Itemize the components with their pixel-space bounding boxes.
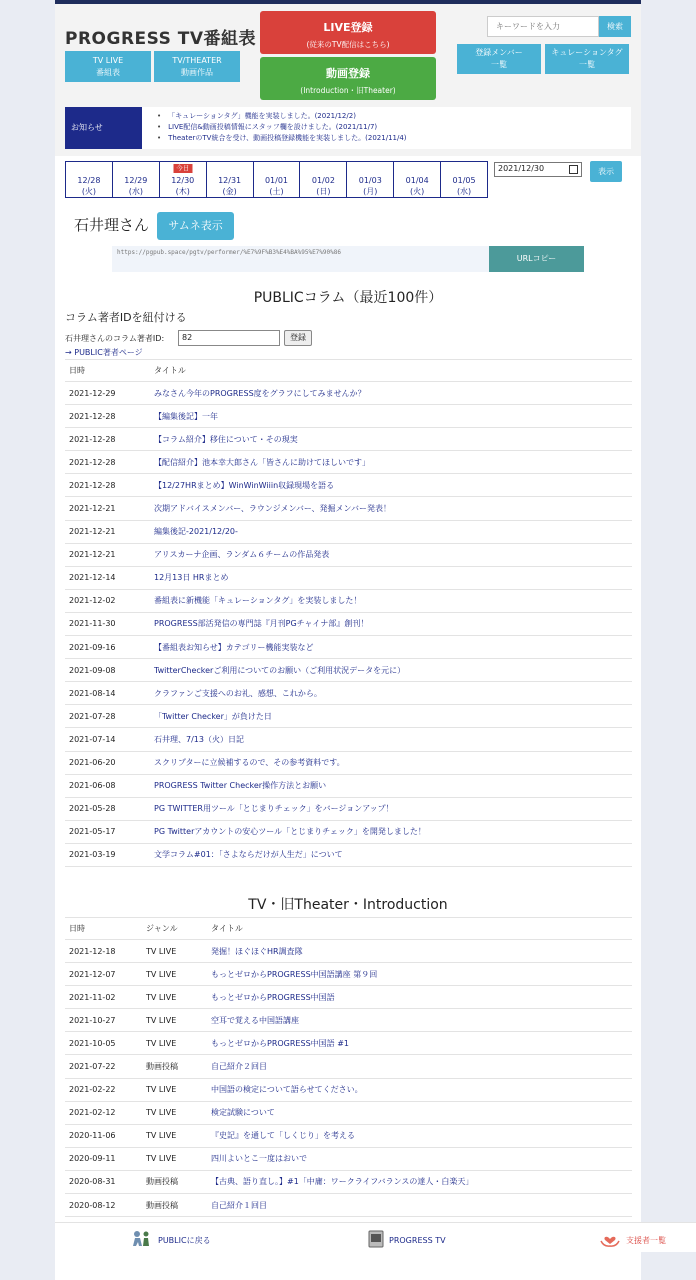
date-picker[interactable]: [494, 162, 582, 177]
button-label: 一覧: [579, 60, 595, 69]
table-row: [65, 566, 632, 589]
row-title-link[interactable]: 四川よいとこ一度はおいで: [207, 1147, 632, 1170]
nav-label: TV/THEATER: [172, 56, 222, 65]
row-date: 2021-09-16: [65, 636, 150, 659]
table-row: [65, 728, 632, 751]
col-title-header: タイトル: [207, 918, 632, 940]
table-row: [65, 474, 632, 497]
row-title-link[interactable]: 【12/27HRまとめ】WinWinWiiin収録現場を語る: [150, 474, 632, 497]
nav-tv-live-schedule[interactable]: [65, 51, 151, 82]
thumbnail-button[interactable]: サムネ表示: [157, 212, 234, 240]
today-badge: 今日: [173, 164, 192, 173]
table-row: [65, 612, 632, 635]
row-date: 2021-02-22: [65, 1078, 142, 1101]
table-row: [65, 1170, 632, 1193]
day-label: (水): [456, 187, 472, 196]
row-genre: 動画投稿: [142, 1055, 207, 1078]
row-title-link[interactable]: もっとゼロからPROGRESS中国語講座 第９回: [207, 963, 632, 986]
row-genre: TV LIVE: [142, 940, 207, 963]
table-row: [65, 1194, 632, 1217]
search-input[interactable]: [487, 16, 599, 37]
row-genre: TV LIVE: [142, 1101, 207, 1124]
date-label: 12/29: [124, 176, 148, 185]
nav-label: 動画作品: [181, 68, 213, 77]
date-tab[interactable]: [347, 162, 394, 197]
date-tab-today[interactable]: [160, 162, 207, 197]
walking-person-icon: [131, 1230, 153, 1250]
col-genre-header: ジャンル: [142, 918, 207, 940]
date-tab[interactable]: [441, 162, 487, 197]
table-row: [65, 589, 632, 612]
nav-label: PUBLICに戻る: [158, 1235, 211, 1245]
author-id-input[interactable]: 82: [178, 330, 280, 346]
table-row: [65, 497, 632, 520]
row-title-link[interactable]: クラファンご支援へのお礼、感想、これから。: [150, 682, 632, 705]
row-date: 2021-12-28: [65, 451, 150, 474]
row-date: 2021-07-28: [65, 705, 150, 728]
row-date: 2021-12-28: [65, 405, 150, 428]
button-label: 登録メンバー: [475, 48, 523, 57]
date-tab[interactable]: [254, 162, 301, 197]
row-genre: 動画投稿: [142, 1170, 207, 1193]
nav-label: 支援者一覧: [626, 1235, 666, 1245]
table-row: [65, 986, 632, 1009]
row-date: 2021-12-02: [65, 589, 150, 612]
row-date: 2021-06-08: [65, 774, 150, 797]
url-copy-button[interactable]: URLコピー: [489, 246, 584, 272]
table-row: [65, 428, 632, 451]
button-sublabel: (従来のTV配信はこちら): [306, 40, 390, 49]
row-date: 2021-09-08: [65, 659, 150, 682]
table-row: [65, 1101, 632, 1124]
row-date: 2021-12-21: [65, 543, 150, 566]
row-title-link[interactable]: 【配信紹介】池本幸大郎さん「皆さんに助けてほしいです」: [150, 451, 632, 474]
supporters-link[interactable]: [599, 1230, 666, 1250]
table-row: [65, 636, 632, 659]
row-date: 2021-05-17: [65, 820, 150, 843]
row-title-link[interactable]: アリスカーナ企画、ランダム６チームの作品発表: [150, 543, 632, 566]
row-title-link[interactable]: TwitterCheckerご利用についてのお願い（ご利用状況データを元に）: [150, 659, 632, 682]
nav-label: 番組表: [96, 68, 120, 77]
notice-item[interactable]: • LIVE配信&動画投稿情報にスタッフ欄を設けました。(2021/11/7): [157, 122, 407, 133]
date-label: 01/04: [405, 176, 429, 185]
col-date-header: 日時: [65, 918, 142, 940]
button-label: キュレーションタグ: [551, 48, 623, 57]
table-row: [65, 520, 632, 543]
bottom-nav: [55, 1222, 696, 1252]
row-date: 2021-10-05: [65, 1032, 142, 1055]
button-label: 動画登録: [326, 67, 370, 80]
row-date: 2021-12-21: [65, 520, 150, 543]
date-label: 12/31: [218, 176, 242, 185]
row-title-link[interactable]: PG Twitterアカウントの安心ツール「とじまりチェック」を開発しました！: [150, 820, 632, 843]
row-date: 2020-08-12: [65, 1194, 142, 1217]
row-date: 2021-11-02: [65, 986, 142, 1009]
row-title-link[interactable]: もっとゼロからPROGRESS中国語 #1: [207, 1032, 632, 1055]
row-title-link[interactable]: 『史記』を通して「しくじり」を考える: [207, 1124, 632, 1147]
notice-item[interactable]: • 「キュレーションタグ」機能を実装しました。(2021/12/2): [157, 111, 407, 122]
date-tab[interactable]: [207, 162, 254, 197]
table-row: [65, 382, 632, 405]
row-title-link[interactable]: 自己紹介２回目: [207, 1055, 632, 1078]
header: [55, 4, 641, 156]
col-date-header: 日時: [65, 360, 150, 382]
row-genre: TV LIVE: [142, 986, 207, 1009]
row-title-link[interactable]: もっとゼロからPROGRESS中国語: [207, 986, 632, 1009]
date-label: 01/05: [452, 176, 476, 185]
notice-label: お知らせ: [65, 107, 142, 149]
row-date: 2021-12-29: [65, 382, 150, 405]
day-label: (火): [410, 187, 425, 196]
day-label: (土): [269, 187, 284, 196]
row-genre: TV LIVE: [142, 963, 207, 986]
table-row: [65, 1078, 632, 1101]
row-genre: TV LIVE: [142, 1078, 207, 1101]
row-title-link[interactable]: 文学コラム#01：「さよならだけが人生だ」について: [150, 843, 632, 866]
search-button[interactable]: 検索: [599, 16, 631, 37]
row-title-link[interactable]: 石井理、7/13（火）日記: [150, 728, 632, 751]
show-button[interactable]: 表示: [590, 161, 622, 182]
calendar-icon[interactable]: [569, 165, 578, 174]
row-title-link[interactable]: 【編集後記】一年: [150, 405, 632, 428]
row-date: 2021-12-28: [65, 474, 150, 497]
row-date: 2021-10-27: [65, 1009, 142, 1032]
tv-icon: [368, 1230, 384, 1250]
table-row: [65, 705, 632, 728]
row-date: 2021-12-14: [65, 566, 150, 589]
row-title-link[interactable]: PROGRESS Twitter Checker操作方法とお願い: [150, 774, 632, 797]
day-label: (日): [316, 187, 331, 196]
bind-heading: コラム著者IDを紐付ける: [65, 311, 187, 324]
row-date: 2021-02-12: [65, 1101, 142, 1124]
curation-tags-button[interactable]: [545, 44, 629, 74]
row-title-link[interactable]: PG TWITTER用ツール「とじまりチェック」をバージョンアップ！: [150, 797, 632, 820]
row-title-link[interactable]: 【古典、語り直し。】#1「中庸：ワークライフバランスの達人・白楽天」: [207, 1170, 632, 1193]
table-row: [65, 451, 632, 474]
tv-section-title: TV・旧Theater・Introduction: [248, 897, 448, 913]
row-date: 2021-12-28: [65, 428, 150, 451]
table-row: [65, 774, 632, 797]
row-date: 2021-12-07: [65, 963, 142, 986]
table-header-row: [65, 918, 632, 940]
row-date: 2021-06-20: [65, 751, 150, 774]
day-label: (月): [363, 187, 378, 196]
row-title-link[interactable]: 【コラム紹介】移住について・その現実: [150, 428, 632, 451]
heart-hands-icon: [599, 1230, 621, 1250]
button-label: LIVE登録: [323, 21, 373, 34]
row-date: 2021-11-30: [65, 612, 150, 635]
row-title-link[interactable]: 【番組表お知らせ】カテゴリー機能実装など: [150, 636, 632, 659]
day-label: (水): [128, 187, 143, 196]
table-row: [65, 797, 632, 820]
register-button[interactable]: 登録: [284, 330, 312, 346]
row-date: 2021-05-28: [65, 797, 150, 820]
table-row: [65, 682, 632, 705]
date-label: 01/01: [264, 176, 289, 185]
date-picker-value: 2021/12/30: [498, 164, 545, 173]
table-row: [65, 1009, 632, 1032]
row-date: 2021-07-22: [65, 1055, 142, 1078]
col-title-header: タイトル: [150, 360, 632, 382]
row-title-link[interactable]: PROGRESS部活発信の専門誌『月刊PGチャイナ部』創刊！: [150, 612, 632, 635]
nav-label: TV LIVE: [92, 56, 124, 65]
day-label: (火): [81, 187, 97, 196]
row-date: 2021-03-19: [65, 843, 150, 866]
row-title-link[interactable]: 「Twitter Checker」が負けた日: [150, 705, 632, 728]
table-row: [65, 940, 632, 963]
table-row: [65, 1124, 632, 1147]
row-title-link[interactable]: 12月13日 HRまとめ: [150, 566, 632, 589]
row-date: 2020-11-06: [65, 1124, 142, 1147]
row-title-link[interactable]: スクリプターに立候補するので、その参考資料です。: [150, 751, 632, 774]
row-title-link[interactable]: 次期アドバイスメンバー、ラウンジメンバー、発掘メンバー発表！: [150, 497, 632, 520]
date-label: 12/28: [77, 176, 101, 185]
row-date: 2021-08-14: [65, 682, 150, 705]
row-date: 2020-08-31: [65, 1170, 142, 1193]
row-date: 2021-07-14: [65, 728, 150, 751]
date-label: 12/30: [171, 176, 195, 185]
row-genre: TV LIVE: [142, 1032, 207, 1055]
table-row: [65, 963, 632, 986]
date-tabs: [65, 161, 488, 198]
row-date: 2020-09-11: [65, 1147, 142, 1170]
day-label: (木): [175, 187, 190, 196]
nav-label: PROGRESS TV: [389, 1235, 446, 1245]
row-genre: TV LIVE: [142, 1124, 207, 1147]
row-title-link[interactable]: 検定試験について: [207, 1101, 632, 1124]
row-genre: TV LIVE: [142, 1147, 207, 1170]
row-date: 2021-12-18: [65, 940, 142, 963]
table-row: [65, 751, 632, 774]
button-sublabel: (Introduction・旧Theater): [300, 86, 396, 95]
live-register-button[interactable]: [260, 11, 436, 54]
table-row: [65, 659, 632, 682]
row-title-link[interactable]: 自己紹介１回目: [207, 1194, 632, 1217]
progress-tv-link[interactable]: [368, 1230, 446, 1250]
row-genre: 動画投稿: [142, 1194, 207, 1217]
day-label: (金): [222, 187, 237, 196]
button-label: 一覧: [491, 60, 507, 69]
date-label: 01/02: [311, 176, 335, 185]
table-row: [65, 820, 632, 843]
date-tab[interactable]: [66, 162, 113, 197]
row-genre: TV LIVE: [142, 1009, 207, 1032]
date-tab[interactable]: [394, 162, 441, 197]
public-author-link[interactable]: → PUBLIC著者ページ: [65, 348, 143, 357]
table-header-row: [65, 360, 632, 382]
row-title-link[interactable]: みなさん今年のPROGRESS度をグラフにしてみませんか？: [150, 382, 632, 405]
table-row: [65, 1032, 632, 1055]
table-row: [65, 843, 632, 866]
performer-name: 石井理さん: [74, 216, 150, 234]
table-row: [65, 543, 632, 566]
table-row: [65, 1055, 632, 1078]
date-label: 01/03: [358, 176, 382, 185]
video-register-button[interactable]: [260, 57, 436, 100]
notice-panel: [65, 107, 631, 149]
table-row: [65, 405, 632, 428]
public-columns-table: [65, 359, 632, 867]
notice-list: [157, 111, 407, 144]
performer-url[interactable]: https://pgpub.space/pgtv/performer/%E7%9F%B3%E4%BA%95%E7%90%86: [112, 246, 489, 272]
row-title-link[interactable]: 中国語の検定について語らせてください。: [207, 1078, 632, 1101]
author-id-label: 石井理さんのコラム著者ID:: [65, 334, 165, 343]
row-title-link[interactable]: 編集後記-2021/12/20-: [150, 520, 632, 543]
back-to-public-link[interactable]: [131, 1230, 211, 1250]
tv-programs-table: [65, 917, 632, 1217]
table-row: [65, 1147, 632, 1170]
date-tab[interactable]: [300, 162, 347, 197]
date-tab[interactable]: [113, 162, 160, 197]
members-list-button[interactable]: [457, 44, 541, 74]
nav-tv-theater-videos[interactable]: [154, 51, 240, 82]
site-title[interactable]: PROGRESS TV番組表: [65, 29, 257, 49]
notice-item[interactable]: • TheaterのTV統合を受け、動画投稿登録機能を実装しました。(2021/11/4): [157, 133, 407, 144]
public-columns-title: PUBLICコラム（最近100件）: [253, 290, 443, 306]
row-title-link[interactable]: 番組表に新機能「キュレーションタグ」を実装しました！: [150, 589, 632, 612]
row-date: 2021-12-21: [65, 497, 150, 520]
row-title-link[interactable]: 発掘！ほぐほぐHR調査隊: [207, 940, 632, 963]
row-title-link[interactable]: 空耳で覚える中国語講座: [207, 1009, 632, 1032]
